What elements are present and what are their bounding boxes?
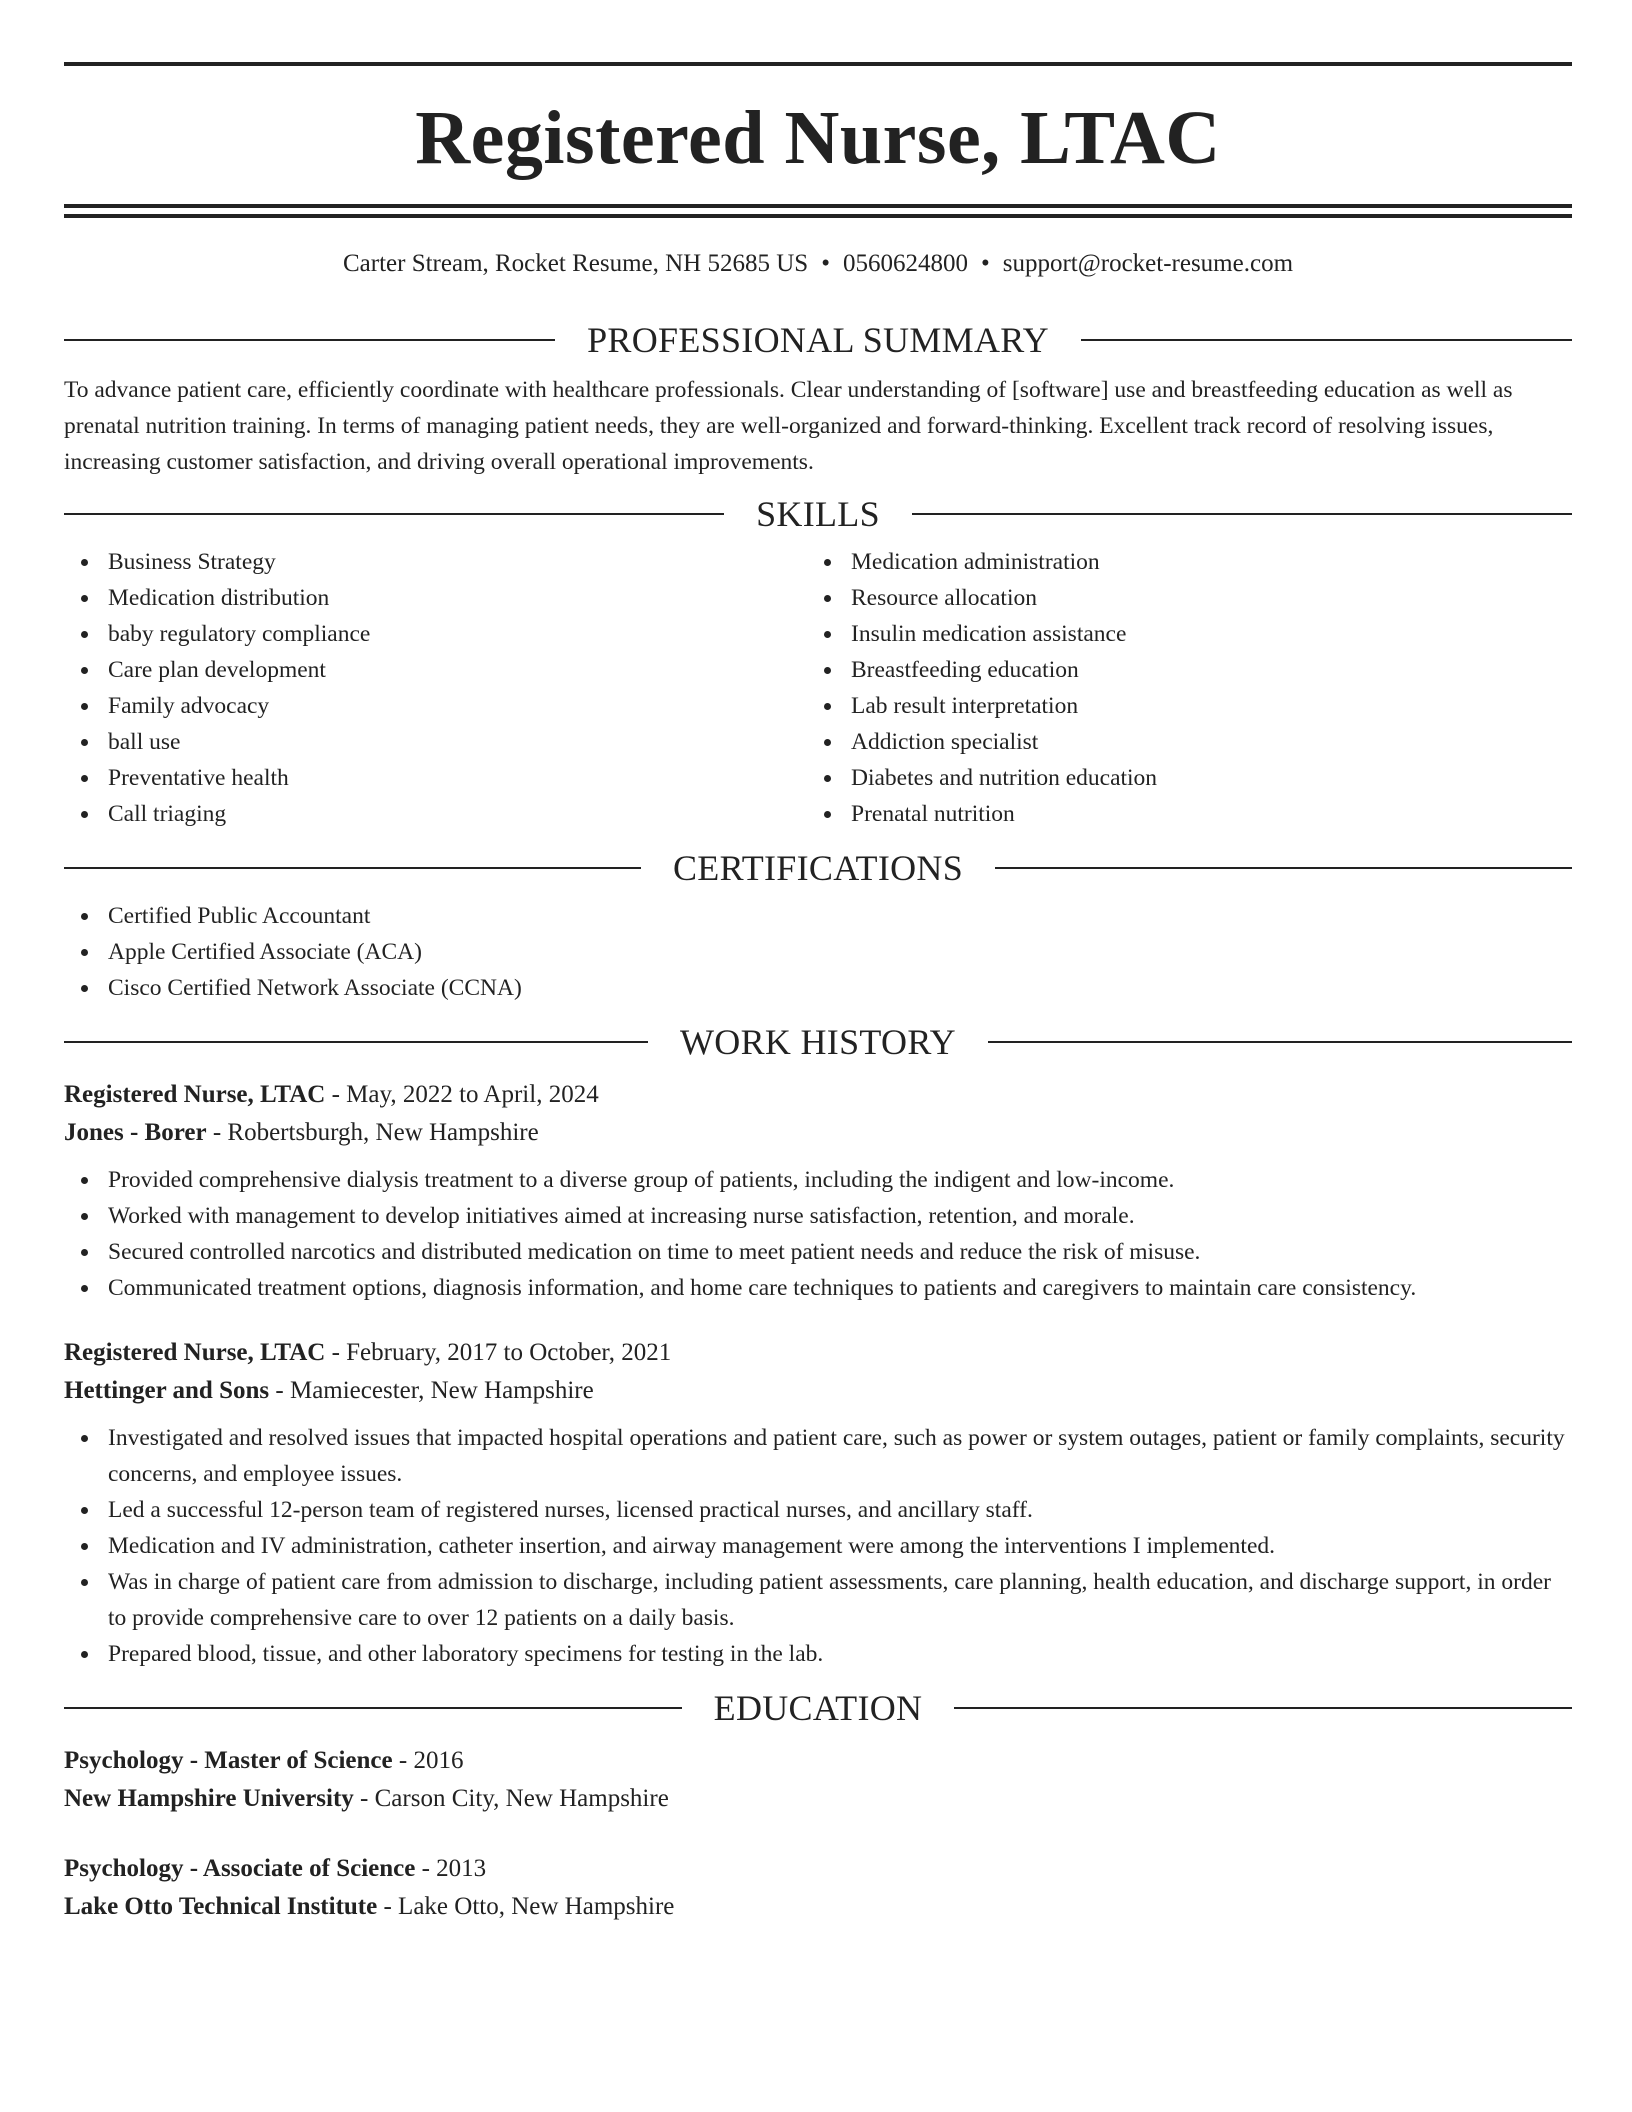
contact-line <box>64 248 1572 280</box>
job-title: Registered Nurse, LTAC <box>64 1339 326 1366</box>
contact-separator: • <box>821 250 830 277</box>
degree: Psychology - Associate of Science <box>64 1855 416 1882</box>
skill-item: Medication distribution <box>64 580 807 616</box>
school-line <box>64 1888 1572 1926</box>
heading-rule-right <box>954 1707 1572 1709</box>
work-entry <box>64 1076 1572 1306</box>
job-bullet: Worked with management to develop initiatives aimed at increasing nurse satisfaction, retention, and morale. <box>64 1198 1572 1234</box>
job-bullet: Secured controlled narcotics and distributed medication on time to meet patient needs and reduce the risk of misuse. <box>64 1234 1572 1270</box>
job-bullet: Prepared blood, tissue, and other laboratory specimens for testing in the lab. <box>64 1636 1572 1672</box>
education-heading <box>64 1688 1572 1728</box>
job-title-line <box>64 1334 1572 1372</box>
section-title: SKILLS <box>756 494 880 534</box>
job-bullet: Communicated treatment options, diagnosis information, and home care techniques to patients and caregivers to maintain care consistency. <box>64 1270 1572 1306</box>
contact-address: Carter Stream, Rocket Resume, NH 52685 US <box>342 250 809 277</box>
school-location: - Carson City, New Hampshire <box>353 1785 669 1812</box>
degree-year: - 2016 <box>392 1747 464 1774</box>
skills-columns <box>64 544 1572 832</box>
school-line <box>64 1780 1572 1818</box>
skill-item: Medication administration <box>807 544 1550 580</box>
skill-item: Lab result interpretation <box>807 688 1550 724</box>
skill-item: Care plan development <box>64 652 807 688</box>
education-entry <box>64 1850 1572 1926</box>
job-location: - Mamiecester, New Hampshire <box>269 1377 594 1404</box>
degree-line <box>64 1742 1572 1780</box>
job-location: - Robertsburgh, New Hampshire <box>206 1119 539 1146</box>
contact-phone: 0560624800 <box>842 250 968 277</box>
degree: Psychology - Master of Science <box>64 1747 393 1774</box>
heading-rule-left <box>64 1041 648 1043</box>
certification-item: Cisco Certified Network Associate (CCNA) <box>64 970 1572 1006</box>
section-title: WORK HISTORY <box>680 1022 956 1062</box>
top-rule <box>64 62 1572 66</box>
job-title-line <box>64 1076 1572 1114</box>
heading-rule-right <box>1081 339 1572 341</box>
school: New Hampshire University <box>64 1785 354 1812</box>
skill-item: Business Strategy <box>64 544 807 580</box>
job-company-line <box>64 1114 1572 1152</box>
school-location: - Lake Otto, New Hampshire <box>377 1893 675 1920</box>
skill-item: ball use <box>64 724 807 760</box>
heading-rule-left <box>64 1707 682 1709</box>
skills-list-right <box>807 544 1550 832</box>
degree-line <box>64 1850 1572 1888</box>
title-rule-1 <box>64 204 1572 208</box>
heading-rule-left <box>64 513 724 515</box>
skill-item: Prenatal nutrition <box>807 796 1550 832</box>
skills-heading <box>64 494 1572 534</box>
heading-rule-right <box>912 513 1572 515</box>
certifications-heading <box>64 848 1572 888</box>
summary-text: To advance patient care, efficiently coordinate with healthcare professionals. Clear understanding of [software] use and breastfeeding education as well as prenatal nutrition training. In terms of managing patient needs, they are well-organized and forward-thinking. Excellent track record of resolving issues, increasing customer satisfaction, and driving overall operational improvements. <box>64 377 1513 475</box>
certifications-list <box>64 898 1572 1006</box>
skill-item: Resource allocation <box>807 580 1550 616</box>
job-bullet: Provided comprehensive dialysis treatment to a diverse group of patients, including the indigent and low-income. <box>64 1162 1572 1198</box>
skill-item: Call triaging <box>64 796 807 832</box>
skill-item: Addiction specialist <box>807 724 1550 760</box>
summary-heading <box>64 320 1572 360</box>
job-company-line <box>64 1372 1572 1410</box>
resume-page <box>64 62 1572 1926</box>
skill-item: baby regulatory compliance <box>64 616 807 652</box>
skill-item: Breastfeeding education <box>807 652 1550 688</box>
job-bullet: Medication and IV administration, catheter insertion, and airway management were among the interventions I implemented. <box>64 1528 1572 1564</box>
job-title: Registered Nurse, LTAC <box>64 1081 326 1108</box>
resume-title: Registered Nurse, LTAC <box>415 96 1221 180</box>
heading-rule-left <box>64 339 555 341</box>
job-bullet: Led a successful 12-person team of registered nurses, licensed practical nurses, and ancillary staff. <box>64 1492 1572 1528</box>
job-dates: - May, 2022 to April, 2024 <box>325 1081 599 1108</box>
job-bullets <box>64 1162 1572 1306</box>
heading-rule-left <box>64 867 641 869</box>
certification-item: Certified Public Accountant <box>64 898 1572 934</box>
work-history-heading <box>64 1022 1572 1062</box>
contact-email: support@rocket-resume.com <box>1002 250 1294 277</box>
job-bullets <box>64 1420 1572 1672</box>
school: Lake Otto Technical Institute <box>64 1893 378 1920</box>
job-company: Hettinger and Sons <box>64 1377 270 1404</box>
job-bullet: Investigated and resolved issues that impacted hospital operations and patient care, such as power or system outages, patient or family complaints, security concerns, and employee issues. <box>64 1420 1572 1492</box>
degree-year: - 2013 <box>415 1855 487 1882</box>
work-entry <box>64 1334 1572 1672</box>
skill-item: Insulin medication assistance <box>807 616 1550 652</box>
heading-rule-right <box>988 1041 1572 1043</box>
certification-item: Apple Certified Associate (ACA) <box>64 934 1572 970</box>
skills-list-left <box>64 544 807 832</box>
heading-rule-right <box>995 867 1572 869</box>
section-title: EDUCATION <box>713 1688 923 1728</box>
skill-item: Family advocacy <box>64 688 807 724</box>
job-company: Jones - Borer <box>64 1119 207 1146</box>
section-title: PROFESSIONAL SUMMARY <box>587 320 1049 360</box>
education-entry <box>64 1742 1572 1818</box>
skill-item: Preventative health <box>64 760 807 796</box>
contact-separator: • <box>980 250 990 277</box>
title-rule-2 <box>64 214 1572 218</box>
job-bullet: Was in charge of patient care from admission to discharge, including patient assessments, care planning, health education, and discharge support, in order to provide comprehensive care to over 12 patients on a daily basis. <box>64 1564 1572 1636</box>
skill-item: Diabetes and nutrition education <box>807 760 1550 796</box>
section-title: CERTIFICATIONS <box>672 848 964 888</box>
job-dates: - February, 2017 to October, 2021 <box>325 1339 672 1366</box>
